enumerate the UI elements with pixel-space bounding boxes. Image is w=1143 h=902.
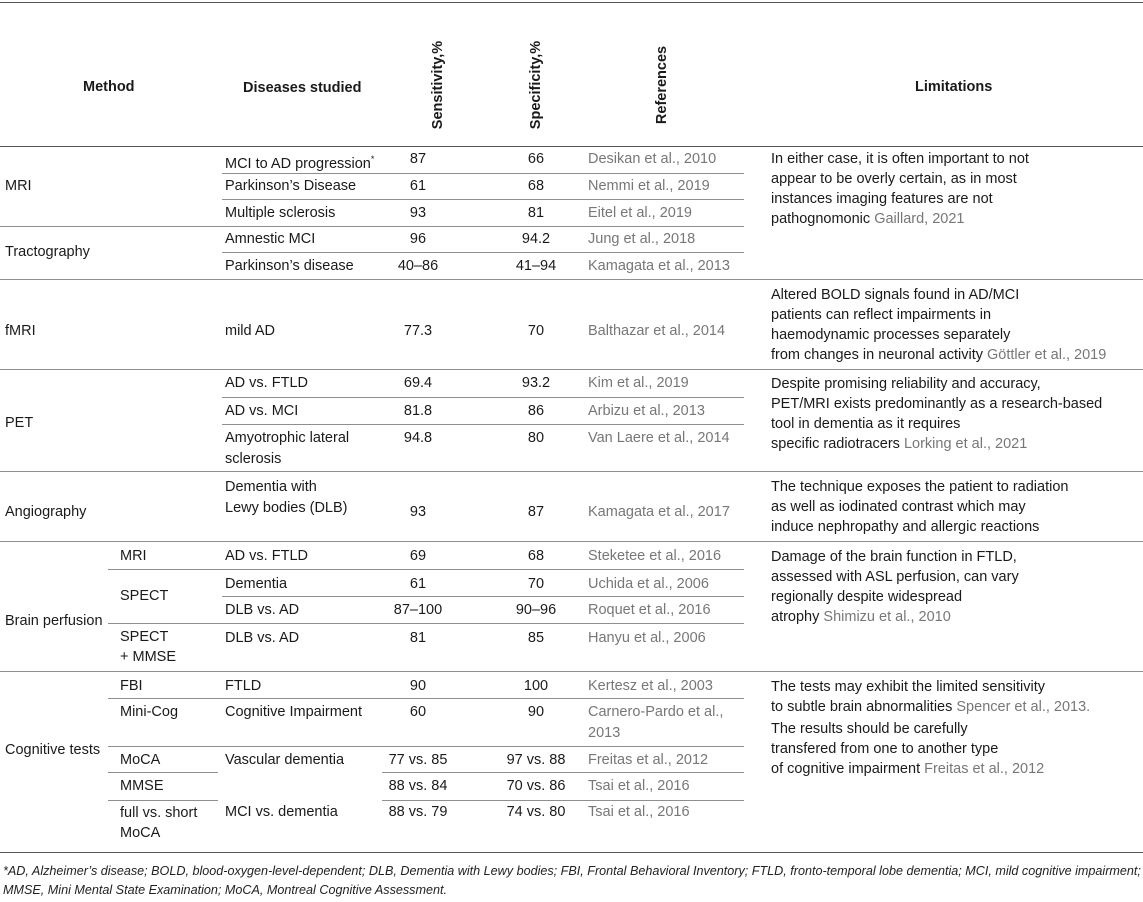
header-references: References [654, 45, 670, 125]
limitation-text: Despite promising reliability and accuracy, PET/MRI exists predominantly as a research-based tool in dementia as it requires specific radiotracers [771, 376, 1103, 452]
specificity-cell: 68 [527, 548, 545, 564]
limitation-ref: Gaillard, 2021 [874, 211, 965, 227]
reference-cell: Uchida et al., 2006 [588, 576, 709, 592]
disease-cell: Multiple sclerosis [225, 205, 336, 221]
specificity-cell: 70 [527, 576, 545, 592]
row-rule [222, 199, 744, 200]
row-rule [108, 623, 744, 624]
limitation-perfusion [771, 547, 1019, 627]
specificity-cell: 85 [527, 630, 545, 646]
limitation-text: Altered BOLD signals found in AD/MCI patients can reflect impairments in haemodynamic processes separately from changes in neuronal activity [771, 287, 1020, 363]
disease-cell: Dementia [225, 576, 288, 592]
specificity-cell: 68 [527, 178, 545, 194]
limitation-text: In either case, it is often important to not appear to be overly certain, as in most instances imaging features are not pathognomonic [771, 151, 1029, 227]
reference-cell: Kertesz et al., 2003 [588, 678, 713, 694]
footnote-marker: * [370, 154, 375, 164]
specificity-cell: 90 [527, 704, 545, 720]
sensitivity-cell: 87–100 [393, 602, 443, 618]
limitation-text: The results should be carefully transfered from one to another type of cognitive impairment [771, 721, 999, 777]
row-rule [222, 397, 744, 398]
reference-cell: Kim et al., 2019 [588, 375, 689, 391]
method-pet: PET [5, 415, 34, 431]
specificity-cell: 81 [527, 205, 545, 221]
sensitivity-cell: 93 [409, 205, 427, 221]
reference-cell: Hanyu et al., 2006 [588, 630, 706, 646]
reference-cell: Tsai et al., 2016 [588, 804, 690, 820]
row-rule [222, 424, 744, 425]
disease-cell: DLB vs. AD [225, 630, 300, 646]
disease-cell: Amnestic MCI [225, 231, 316, 247]
disease-cell: Vascular dementia [225, 752, 345, 768]
sensitivity-cell: 90 [409, 678, 427, 694]
submethod-cog-mmse: MMSE [120, 778, 164, 794]
specificity-cell: 66 [527, 151, 545, 167]
sensitivity-cell: 93 [409, 504, 427, 520]
reference-cell: Carnero-Pardo et al., 2013 [588, 704, 724, 741]
limitation-fmri [771, 285, 1106, 365]
reference-cell: Tsai et al., 2016 [588, 778, 690, 794]
disease-cell: AD vs. FTLD [225, 375, 308, 391]
specificity-cell: 94.2 [521, 231, 551, 247]
specificity-cell: 41–94 [515, 258, 557, 274]
reference-cell: Kamagata et al., 2013 [588, 258, 730, 274]
row-rule [222, 252, 744, 253]
specificity-cell: 74 vs. 80 [506, 804, 566, 820]
submethod-cog-moca: MoCA [120, 752, 161, 768]
reference-cell: Van Laere et al., 2014 [588, 430, 730, 446]
disease-cell: MCI vs. dementia [225, 804, 338, 820]
reference-cell: Kamagata et al., 2017 [588, 504, 730, 520]
reference-cell: Jung et al., 2018 [588, 231, 696, 247]
table-bottom-rule [0, 852, 1143, 853]
reference-cell: Roquet et al., 2016 [588, 602, 711, 618]
sensitivity-cell: 88 vs. 79 [388, 804, 448, 820]
limitation-text: Damage of the brain function in FTLD, assessed with ASL perfusion, can vary regionally despite widespread atrophy [771, 549, 1019, 625]
method-angiography: Angiography [5, 504, 87, 520]
table-row-disease [225, 148, 374, 175]
reference-cell: Freitas et al., 2012 [588, 752, 709, 768]
sensitivity-cell: 61 [409, 178, 427, 194]
row-rule [108, 772, 218, 773]
header-sensitivity: Sensitivity,% [430, 40, 446, 130]
method-mri: MRI [5, 178, 32, 194]
disease-cell: MCI to AD progression [225, 155, 371, 172]
method-fmri: fMRI [5, 323, 36, 339]
limitation-text: The tests may exhibit the limited sensitivity to subtle brain abnormalities [771, 679, 1045, 715]
method-tractography: Tractography [5, 244, 90, 260]
reference-cell: Desikan et al., 2010 [588, 151, 717, 167]
row-rule [108, 746, 744, 747]
specificity-cell: 100 [523, 678, 549, 694]
limitation-cognitive-2 [771, 719, 1044, 779]
disease-cell: AD vs. MCI [225, 403, 299, 419]
header-limitations: Limitations [915, 79, 993, 95]
disease-cell: FTLD [225, 678, 262, 694]
method-cognitive-tests: Cognitive tests [5, 742, 101, 758]
submethod-perf-spect-mmse: SPECT + MMSE [120, 629, 176, 665]
submethod-perf-spect: SPECT [120, 588, 169, 604]
row-rule [108, 800, 218, 801]
sensitivity-cell: 81.8 [403, 403, 433, 419]
specificity-cell: 70 vs. 86 [506, 778, 566, 794]
limitation-ref: Göttler et al., 2019 [987, 347, 1107, 363]
reference-cell: Nemmi et al., 2019 [588, 178, 710, 194]
reference-cell: Eitel et al., 2019 [588, 205, 692, 221]
header-diseases: Diseases studied [243, 80, 362, 96]
limitation-ref: Shimizu et al., 2010 [823, 609, 951, 625]
disease-cell: Parkinson’s Disease [225, 178, 357, 194]
disease-cell: Amyotrophic lateral sclerosis [225, 430, 350, 467]
method-brain-perfusion: Brain perfusion [5, 613, 103, 629]
row-rule [108, 569, 744, 570]
sensitivity-cell: 69 [409, 548, 427, 564]
sensitivity-cell: 94.8 [403, 430, 433, 446]
table-header-rule [0, 146, 1143, 147]
row-rule [382, 772, 744, 773]
sensitivity-cell: 88 vs. 84 [388, 778, 448, 794]
specificity-cell: 80 [527, 430, 545, 446]
sensitivity-cell: 77 vs. 85 [388, 752, 448, 768]
disease-cell: Cognitive Impairment [225, 704, 362, 720]
specificity-cell: 97 vs. 88 [506, 752, 566, 768]
disease-cell: mild AD [225, 323, 275, 339]
specificity-cell: 90–96 [515, 602, 557, 618]
disease-cell: Dementia with Lewy bodies (DLB) [225, 479, 348, 516]
header-method: Method [83, 79, 135, 95]
disease-cell: DLB vs. AD [225, 602, 300, 618]
sensitivity-cell: 81 [409, 630, 427, 646]
sensitivity-cell: 60 [409, 704, 427, 720]
specificity-cell: 86 [527, 403, 545, 419]
submethod-perf-mri: MRI [120, 548, 147, 564]
group-rule [0, 471, 1143, 472]
row-rule [222, 596, 744, 597]
limitation-text: The technique exposes the patient to radiation as well as iodinated contrast which may induce nephropathy and allergic reactions [771, 479, 1069, 535]
reference-cell: Arbizu et al., 2013 [588, 403, 705, 419]
submethod-cog-minicog: Mini-Cog [120, 704, 179, 720]
sensitivity-cell: 96 [409, 231, 427, 247]
submethod-cog-fbi: FBI [120, 678, 143, 694]
limitation-angiography [771, 477, 1068, 537]
group-rule [0, 279, 1143, 280]
sensitivity-cell: 69.4 [403, 375, 433, 391]
sensitivity-cell: 77.3 [403, 323, 433, 339]
limitation-mri [771, 149, 1029, 229]
limitation-ref: Lorking et al., 2021 [903, 436, 1028, 452]
limitation-ref: Spencer et al., 2013. [956, 699, 1091, 715]
sensitivity-cell: 40–86 [397, 258, 439, 274]
row-rule [0, 226, 222, 227]
reference-cell: Steketee et al., 2016 [588, 548, 722, 564]
limitation-pet [771, 374, 1102, 454]
group-rule [0, 541, 1143, 542]
specificity-cell: 93.2 [521, 375, 551, 391]
disease-cell: Parkinson’s disease [225, 258, 354, 274]
table-top-rule [0, 2, 1143, 3]
limitation-ref: Freitas et al., 2012 [924, 761, 1045, 777]
specificity-cell: 87 [527, 504, 545, 520]
reference-cell: Balthazar et al., 2014 [588, 323, 726, 339]
header-specificity: Specificity,% [528, 40, 544, 130]
specificity-cell: 70 [527, 323, 545, 339]
group-rule [0, 671, 1143, 672]
submethod-cog-full-short: full vs. short MoCA [120, 805, 198, 841]
sensitivity-cell: 61 [409, 576, 427, 592]
group-rule [0, 369, 1143, 370]
limitation-cognitive-1 [771, 677, 1090, 717]
table-footnote: *AD, Alzheimer’s disease; BOLD, blood-oxygen-level-dependent; DLB, Dementia with Lewy bodies; FBI, Frontal Behavioral Inventory; FTLD, fronto-temporal lobe dementia; MCI, mild cognitive impairment; MMSE, Mini Mental State Examination; MoCA, Montreal Cognitive Assessment. [3, 864, 1141, 897]
disease-cell: AD vs. FTLD [225, 548, 308, 564]
row-rule [108, 698, 744, 699]
row-rule [222, 226, 744, 227]
sensitivity-cell: 87 [409, 151, 427, 167]
